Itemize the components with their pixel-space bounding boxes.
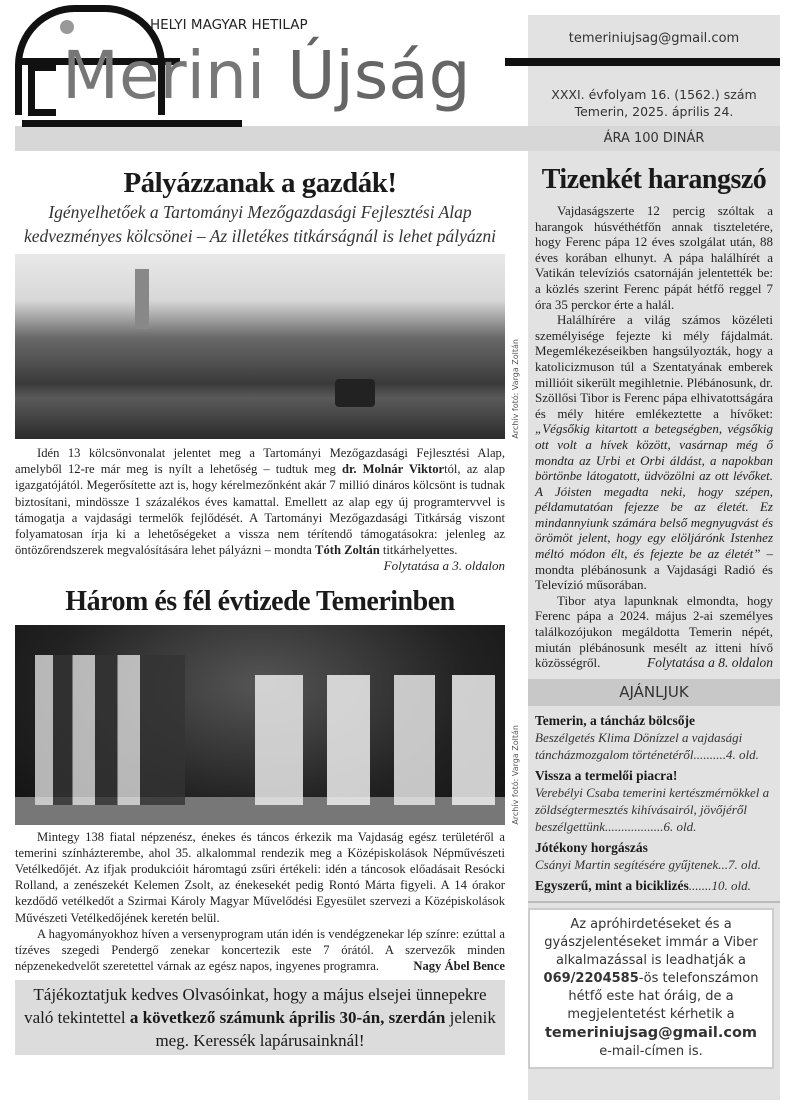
article3-continued[interactable]: Folytatása a 8. oldalon (647, 655, 773, 671)
article1-photo-credit: Archív fotó: Varga Zoltán (511, 339, 520, 439)
text: – mondta plébánosunk a Vajdasági Radió és Televízió műsorában. (535, 546, 773, 593)
ad-email[interactable]: temeriniujsag@gmail.com (544, 1024, 758, 1041)
paragraph: Vajdaságszerte 12 percig szóltak a harangok húsvéthétfőn annak tiszteletére, hogy Ferenc pápa 12 éves szolgálat után, 88 éves korában elhunyt. A pápa halálhírét a Vatikán televíziós csatornáján jelentették be: a közlés szerint Ferenc pápát hétfő reggel 7 óra 35 perckor érte a halál. (535, 203, 773, 312)
issue-volume: XXXI. évfolyam 16. (1562.) szám (551, 87, 757, 102)
classified-ad-box (528, 908, 774, 1069)
publication-notice (15, 980, 505, 1055)
recommend-item-page: 10. old. (711, 877, 751, 893)
recommend-item-page: 6. old. (663, 818, 697, 834)
recommend-item-title: Vissza a termelői piacra! (535, 767, 678, 783)
recommend-item-page: 4. old. (726, 746, 759, 762)
paragraph: Tibor atya lapunknak elmondta, hogy Ferenc pápa a 2024. május 2-ai személyes találkozójukon megáldotta Temerin népét, miután plébánosunk mesélt az itteni hívő közösségről. (535, 592, 773, 671)
paragraph: A hagyományokhoz híven a versenyprogram után idén is vendégzenekar lép színre: ezúttal a tízéves szegedi Pendergő zenekar koncertezik este 7 órától. A szervezők minden népzenekedvelőt szeretettel várnak az egész napos, ingyenes programra. (15, 926, 505, 974)
article2-photo-credit: Archív fotó: Varga Zoltán (511, 724, 520, 825)
article2-author: Nagy Ábel Bence (413, 959, 505, 974)
recommend-item-title: Jótékony horgászás (535, 839, 648, 855)
text: jelenik meg. Keressék lapárusainknál! (155, 1008, 496, 1051)
performers-right (255, 675, 495, 805)
church-tower (135, 269, 149, 329)
masthead-rule (505, 58, 780, 66)
paragraph: Mintegy 138 fiatal népzenész, énekes és táncos érkezik ma Vajdaság egész területéről a temerini színházterembe, ahol 35. alkalommal rendezik meg a Középiskolások Népművészeti Vetélkedőjét. Az ifjak produkcióit háromtagú zsűri értékeli: idén a táncosok előadásait Resócki Rolland, a zenészekét Kelemen Zsolt, az énekesekét pedig Rontó Márta figyeli. A 14 órakor kezdődő vetélkedőt a Szirmai Károly Magyar Művelődési Egyesület szervezi a Középiskolások Művészeti Vetélkedőjének keretén belül. (15, 829, 505, 925)
recommend-item-desc: Csányi Martin segítésére gyűjtenek (535, 856, 719, 872)
recommend-item[interactable]: Jótékony horgászás Csányi Martin segítésére gyűjtenek...7. old. (535, 839, 773, 873)
person-name: Tóth Zoltán (315, 543, 380, 558)
contact-email[interactable]: temeriniujsag@gmail.com (568, 31, 740, 46)
recommend-item-desc: Beszélgetés Klima Dönízzel a vajdasági táncházmozgalom történetéről (535, 729, 743, 762)
recommend-list (528, 706, 780, 901)
text: Az apróhirdetéseket és a gyászjelentéseket immár a Viber alkalmazással is leadhatják a (544, 916, 758, 968)
divider (528, 901, 780, 903)
article1-title: Pályázzanak a gazdák! (123, 167, 397, 199)
text: tól, az alap igazgatójától. Megerősítette azt is, hogy kérelmezőnként akár 7 millió dináros kölcsönt is tudnak biztosítani, mindössze 1 százalékos éves kamattal. Emellett az alap egy új programtervvel is támogatja a vajdasági termelők fejlődését. A Tartományi Mezőgazdasági Titkárság viszont folyamatosan írja ki a lehetőségeket a vissza nem térítendő támogatásokra: jelenleg az öntözőrendszerek megvalósítására lehet pályázni – mondta (15, 462, 506, 558)
person-name: dr. Molnár Viktor (341, 462, 445, 477)
article2-body (15, 829, 505, 975)
article1-subtitle-line2: kedvezményes kölcsönei – Az illetékes titkárságnál is lehet pályázni (23, 226, 497, 246)
logo-letter-t-e (28, 64, 56, 116)
recommend-header: AJÁNLJUK (528, 679, 780, 706)
text: Tájékoztatjuk kedves Olvasóinkat, hogy a május elsejei ünnepekre való tekintettel (24, 985, 487, 1028)
tagline: HELYI MAGYAR HETILAP (150, 17, 308, 33)
text: titkárhelyettes. (379, 543, 458, 558)
text: Halálhírére a világ számos közéleti személyisége fejezte ki mély fájdalmát. Megemlékezéseikben hangsúlyozták, hogy a katolicizmuson túl a Szentatyának emberek millióit sikerült megihletnie. Plébánosunk, dr. Szöllősi Tibor is Ferenc pápa elhivatottságára és mély hitére emlékeztette a hívőket: (535, 312, 773, 421)
article2-photo-musicians (15, 625, 520, 825)
article1-photo-tractor (15, 254, 520, 439)
tractor (335, 379, 375, 407)
recommend-item[interactable]: Vissza a termelői piacra! Verebélyi Csaba temerini kertészmérnökkel a zöldségtermesztés kihívásairól, jövőjéről beszélgettünk..................6. old. (535, 767, 773, 835)
recommend-item[interactable]: Egyszerű, mint a biciklizés.......10. old. (535, 877, 751, 893)
title-ujsag: Újság (287, 37, 471, 114)
logo-dot-icon (60, 20, 74, 34)
article1-body (15, 445, 505, 575)
article3-body (528, 203, 780, 671)
article1-subtitle-line1: Igényelhetőek a Tartományi Mezőgazdasági Fejlesztési Alap (48, 202, 472, 222)
price: ÁRA 100 DINÁR (603, 131, 705, 146)
article2-title: Három és fél évtizede Temerinben (65, 585, 455, 617)
text: -ös telefonszámon hétfő este hat óráig, de a megjelentetést kérhetik a (567, 970, 759, 1022)
recommend-item-page: 7. old. (728, 856, 761, 872)
quote: „Végsőkig kitartott a betegségben, végsőkig ott volt a hívek között, vasárnap még ő mondta az Urbi et Orbi áldást, a napokban börtönbe látogatott, üdvözölni az ott lévőket. A Jóisten megadta neki, hogy szépen, példamutatóan fejezze be az életét. Ez mindannyiunk számára belső megnyugvást és örömöt jelent, hogy egy elöljárónk Istenhez méltó módon élt, és fejezte be az életét” (535, 421, 773, 562)
article3-title: Tizenkét harangszó (541, 164, 767, 195)
recommend-item-title: Egyszerű, mint a biciklizés (535, 877, 689, 893)
recommend-item[interactable]: Temerin, a táncház bölcsője Beszélgetés Klima Dönízzel a vajdasági táncházmozgalom történetéről..........4. old. (535, 712, 773, 763)
performers-left (35, 655, 185, 805)
title-merini: Merini (62, 37, 266, 114)
phone-number[interactable]: 069/2204585 (543, 970, 639, 986)
masthead-title (62, 36, 471, 116)
text: Idén 13 kölcsönvonalat jelentet meg a Tartományi Mezőgazdasági Fejlesztési Alap, amelyből 12-re már meg is nyílt a lehetőség – tudtuk meg (15, 446, 505, 477)
text: a következő számunk április 30-án, szerdán (129, 1008, 446, 1028)
sidebar-column (528, 15, 780, 1100)
logo-base-rule (22, 120, 242, 127)
article1-continued[interactable]: Folytatása a 3. oldalon (383, 558, 505, 574)
text: e-mail-címen is. (599, 1043, 703, 1059)
recommend-item-desc: Verebélyi Csaba temerini kertészmérnökkel a zöldségtermesztés kihívásairól, jövőjéről beszélgettünk (535, 784, 770, 834)
article1-subtitle (10, 200, 510, 248)
issue-date: Temerin, 2025. április 24. (574, 104, 734, 119)
main-column (15, 166, 520, 1055)
recommend-item-title: Temerin, a táncház bölcsője (535, 712, 695, 728)
